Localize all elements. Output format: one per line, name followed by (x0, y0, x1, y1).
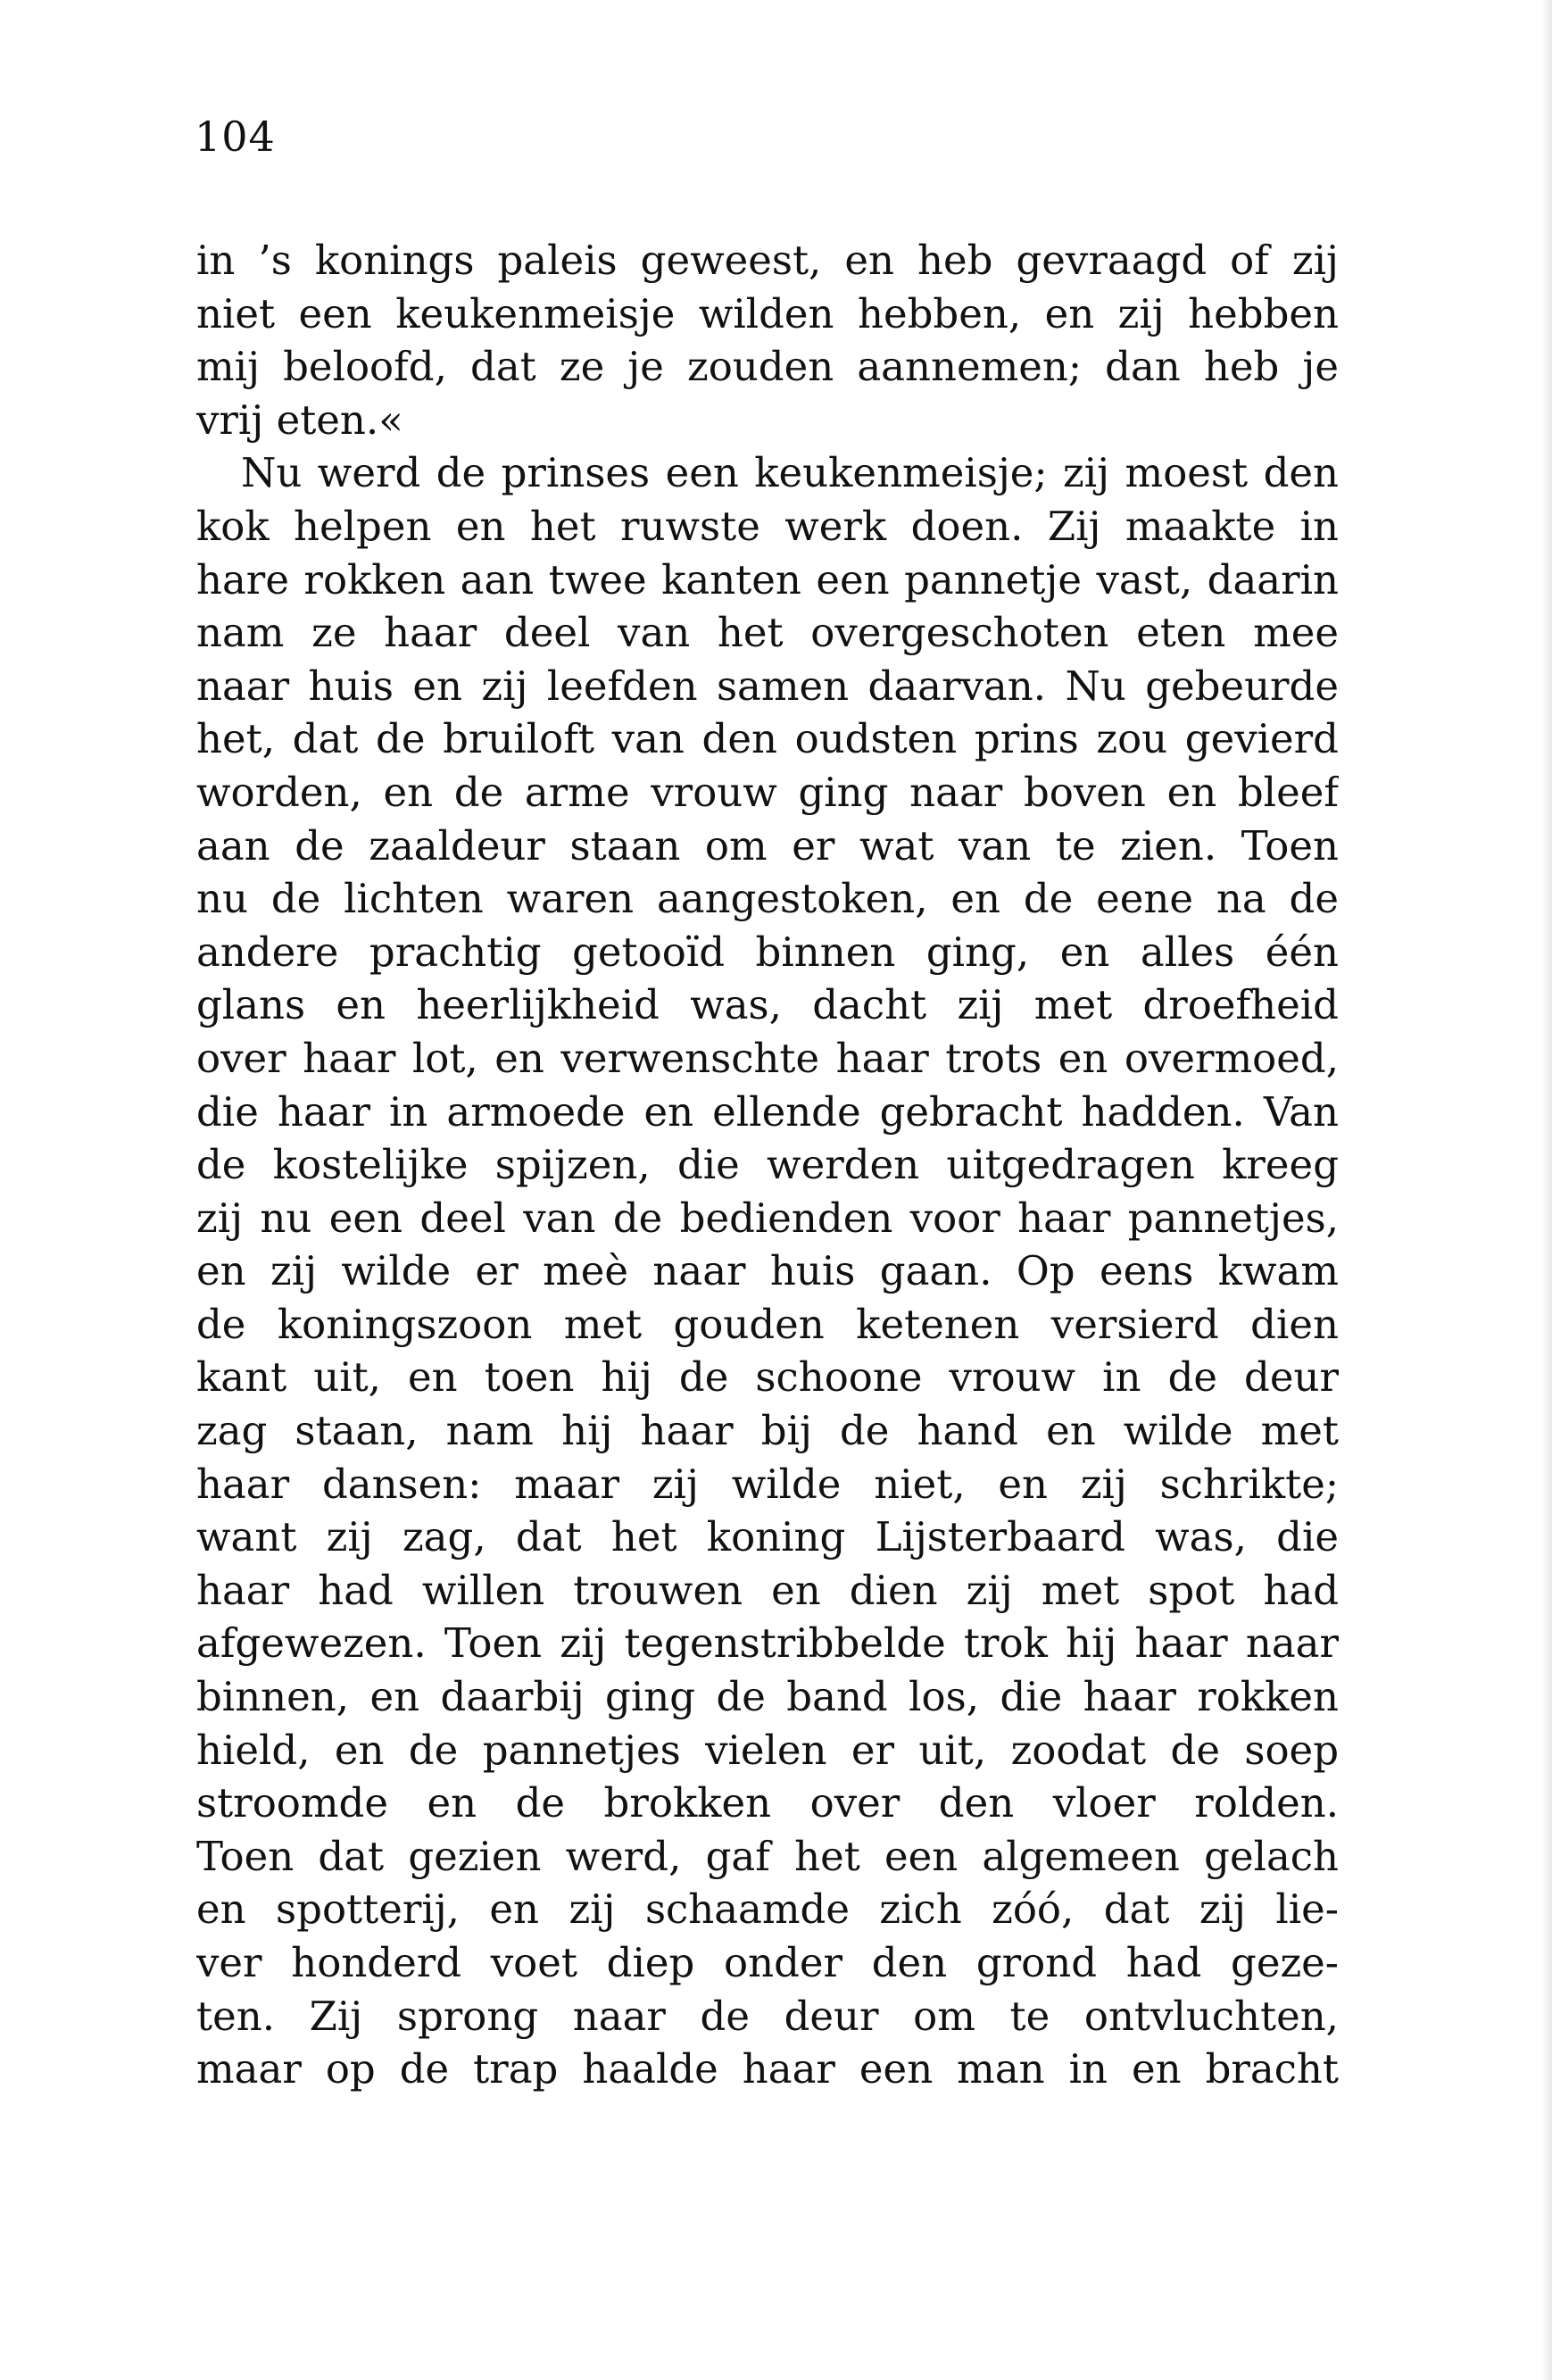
body-text (196, 234, 1339, 2096)
text-line: binnen, en daarbij ging de band los, die haar rokken (196, 1673, 1339, 1721)
text-line: kok helpen en het ruwste werk doen. Zij maakte in (196, 502, 1339, 550)
text-line: het, dat de bruiloft van den oudsten prins zou gevierd (196, 715, 1339, 763)
text-line: nu de lichten waren aangestoken, en de eene na de (196, 875, 1339, 923)
text-line: kant uit, en toen hij de schoone vrouw in de deur (196, 1353, 1339, 1402)
text-line: en spotterij, en zij schaamde zich zóó, dat zij lie- (196, 1885, 1339, 1934)
text-line: die haar in armoede en ellende gebracht hadden. Van (196, 1087, 1339, 1136)
text-line: afgewezen. Toen zij tegenstribbelde trok hij haar naar (196, 1619, 1339, 1668)
text-line: ten. Zij sprong naar de deur om te ontvluchten, (196, 1992, 1339, 2040)
page-binding-edge (1541, 0, 1552, 2380)
text-line: zij nu een deel van de bedienden voor haar pannetjes, (196, 1194, 1339, 1242)
text-line: haar dansen: maar zij wilde niet, en zij schrikte; (196, 1460, 1339, 1508)
text-line: worden, en de arme vrouw ging naar boven en bleef (196, 768, 1339, 816)
text-line: over haar lot, en verwenschte haar trots en overmoed, (196, 1034, 1339, 1082)
text-line: mij beloofd, dat ze je zouden aannemen; dan heb je (196, 343, 1339, 391)
paragraph-start-line: Nu werd de prinses een keukenmeisje; zij moest den (241, 449, 1339, 497)
text-line: ver honderd voet diep onder den grond had geze- (196, 1939, 1339, 1986)
text-line: maar op de trap haalde haar een man in en bracht (196, 2045, 1339, 2093)
text-line: de koningszoon met gouden ketenen versierd dien (196, 1300, 1339, 1348)
text-line: stroomde en de brokken over den vloer rolden. (196, 1779, 1339, 1827)
text-line: naar huis en zij leefden samen daarvan. Nu gebeurde (196, 662, 1339, 710)
text-line: haar had willen trouwen en dien zij met spot had (196, 1566, 1339, 1614)
text-line: vrij eten.« (196, 395, 403, 444)
text-line: Toen dat gezien werd, gaf het een algemeen gelach (196, 1832, 1339, 1880)
text-line: glans en heerlijkheid was, dacht zij met droefheid (196, 981, 1339, 1029)
text-line: niet een keukenmeisje wilden hebben, en zij hebben (196, 289, 1339, 337)
text-line: nam ze haar deel van het overgeschoten eten mee (196, 609, 1339, 657)
text-line: aan de zaaldeur staan om er wat van te zien. Toen (196, 821, 1339, 870)
text-line: andere prachtig getooïd binnen ging, en alles één (196, 928, 1339, 976)
text-line: in ’s konings paleis geweest, en heb gevraagd of zij (196, 237, 1339, 284)
page-number: 104 (195, 112, 276, 161)
text-line: want zij zag, dat het koning Lijsterbaard was, die (196, 1513, 1339, 1561)
text-line: hield, en de pannetjes vielen er uit, zoodat de soep (196, 1726, 1339, 1774)
text-line: en zij wilde er meè naar huis gaan. Op eens kwam (196, 1247, 1339, 1295)
text-line: zag staan, nam hij haar bij de hand en wilde met (196, 1407, 1339, 1455)
text-line: de kostelijke spijzen, die werden uitgedragen kreeg (196, 1141, 1339, 1189)
text-line: hare rokken aan twee kanten een pannetje vast, daarin (196, 555, 1339, 603)
